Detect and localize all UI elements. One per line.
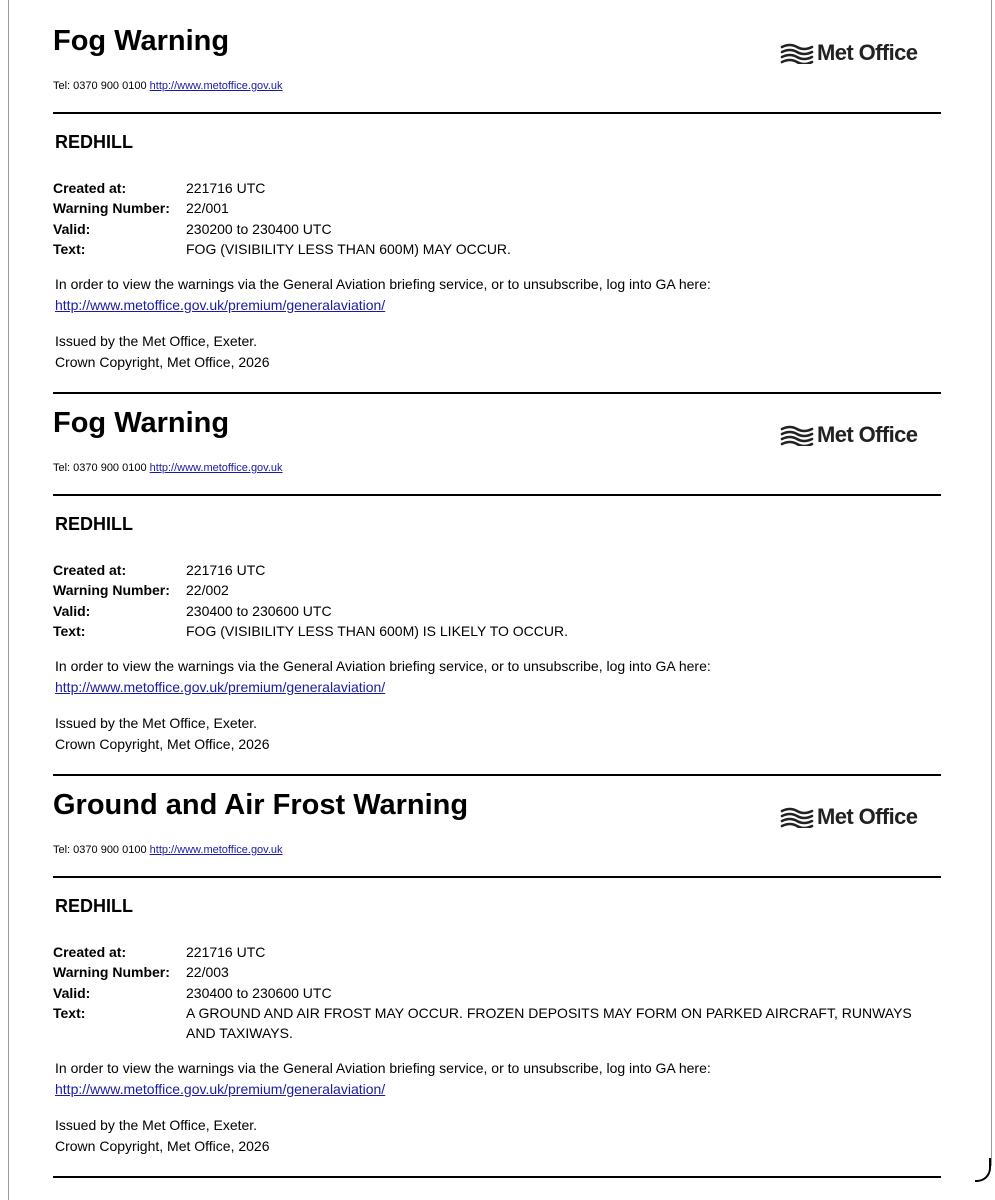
detail-label: Warning Number: [53,582,170,599]
warning-title: Ground and Air Frost Warning [53,789,469,821]
page-curl-mark [975,1158,991,1182]
issued-footer [55,1115,270,1157]
valid-value: 230400 to 230600 UTC [186,984,332,1001]
detail-row-valid [53,601,943,621]
detail-row-valid [53,983,943,1003]
contact-tel: Tel: 0370 900 0100 [53,80,147,92]
contact-link[interactable]: http://www.metoffice.gov.uk [149,80,283,92]
ga-info-text: In order to view the warnings via the General Aviation briefing service, or to unsubscribe, log into GA here: [55,658,711,674]
contact-line [53,461,283,475]
warning-details [53,560,943,641]
detail-row-text [53,239,943,259]
contact-link[interactable]: http://www.metoffice.gov.uk [149,844,283,856]
created-value: 221716 UTC [186,180,266,196]
detail-row-created [53,942,943,962]
location-heading: REDHILL [55,514,133,534]
detail-label: Text: [53,1004,86,1021]
warning-details [53,178,943,259]
met-office-wave-icon [780,42,814,64]
detail-label: Warning Number: [53,964,170,981]
valid-value: 230400 to 230600 UTC [186,602,332,619]
ga-info-text: In order to view the warnings via the General Aviation briefing service, or to unsubscribe, log into GA here: [55,276,711,292]
contact-line [53,843,283,857]
warning-block-3 [0,764,995,1154]
detail-label: Created at: [53,944,127,960]
ga-link[interactable]: http://www.metoffice.gov.uk/premium/generalaviation/ [55,297,386,313]
detail-label: Warning Number: [53,200,170,217]
detail-label: Valid: [53,984,91,1001]
detail-row-text [53,1003,943,1044]
logo-text: Met Office [817,422,918,447]
header-divider [53,876,941,878]
issued-by: Issued by the Met Office, Exeter. [55,333,258,349]
detail-label: Valid: [53,220,91,237]
detail-label: Created at: [53,562,127,578]
detail-label: Text: [53,622,86,639]
detail-row-number [53,580,943,600]
warning-block-1 [0,0,995,382]
copyright: Crown Copyright, Met Office, 2026 [55,1138,270,1154]
issued-footer [55,331,270,373]
warning-title: Fog Warning [53,407,230,439]
issued-footer [55,713,270,755]
ga-info-text: In order to view the warnings via the General Aviation briefing service, or to unsubscribe, log into GA here: [55,1060,711,1076]
warning-details [53,942,943,1043]
header-divider [53,112,941,114]
detail-row-number [53,962,943,982]
issued-by: Issued by the Met Office, Exeter. [55,1117,258,1133]
contact-line [53,79,283,93]
copyright: Crown Copyright, Met Office, 2026 [55,354,270,370]
warning-block-2 [0,382,995,764]
ga-info [55,1058,711,1100]
contact-tel: Tel: 0370 900 0100 [53,462,147,474]
detail-label: Created at: [53,180,127,196]
location-heading: REDHILL [55,132,133,152]
warning-title: Fog Warning [53,25,230,57]
section-divider [53,1176,941,1178]
met-office-wave-icon [780,806,814,828]
logo-text: Met Office [817,804,918,829]
detail-label: Text: [53,240,86,257]
ga-link[interactable]: http://www.metoffice.gov.uk/premium/generalaviation/ [55,679,386,695]
detail-row-valid [53,219,943,239]
warning-number-value: 22/001 [186,200,229,217]
detail-row-created [53,178,943,198]
detail-label: Valid: [53,602,91,619]
warning-text-value: FOG (VISIBILITY LESS THAN 600M) IS LIKELY TO OCCUR. [186,622,569,639]
copyright: Crown Copyright, Met Office, 2026 [55,736,270,752]
ga-info [55,274,711,316]
detail-row-number [53,198,943,218]
valid-value: 230200 to 230400 UTC [186,220,332,237]
met-office-logo [780,420,930,450]
header-divider [53,494,941,496]
contact-link[interactable]: http://www.metoffice.gov.uk [149,462,283,474]
location-heading: REDHILL [55,896,133,916]
contact-tel: Tel: 0370 900 0100 [53,844,147,856]
met-office-wave-icon [780,424,814,446]
issued-by: Issued by the Met Office, Exeter. [55,715,258,731]
met-office-logo [780,38,930,68]
warning-text-value: FOG (VISIBILITY LESS THAN 600M) MAY OCCUR. [186,240,511,257]
met-office-logo [780,802,930,832]
ga-info [55,656,711,698]
detail-row-created [53,560,943,580]
created-value: 221716 UTC [186,562,266,578]
logo-text: Met Office [817,40,918,65]
created-value: 221716 UTC [186,944,266,960]
detail-row-text [53,621,943,641]
warning-number-value: 22/002 [186,582,229,599]
warning-number-value: 22/003 [186,964,229,981]
ga-link[interactable]: http://www.metoffice.gov.uk/premium/generalaviation/ [55,1081,386,1097]
warning-text-value: A GROUND AND AIR FROST MAY OCCUR. FROZEN DEPOSITS MAY FORM ON PARKED AIRCRAFT, RUNWAYS AND TAXIWAYS. [186,1004,912,1042]
